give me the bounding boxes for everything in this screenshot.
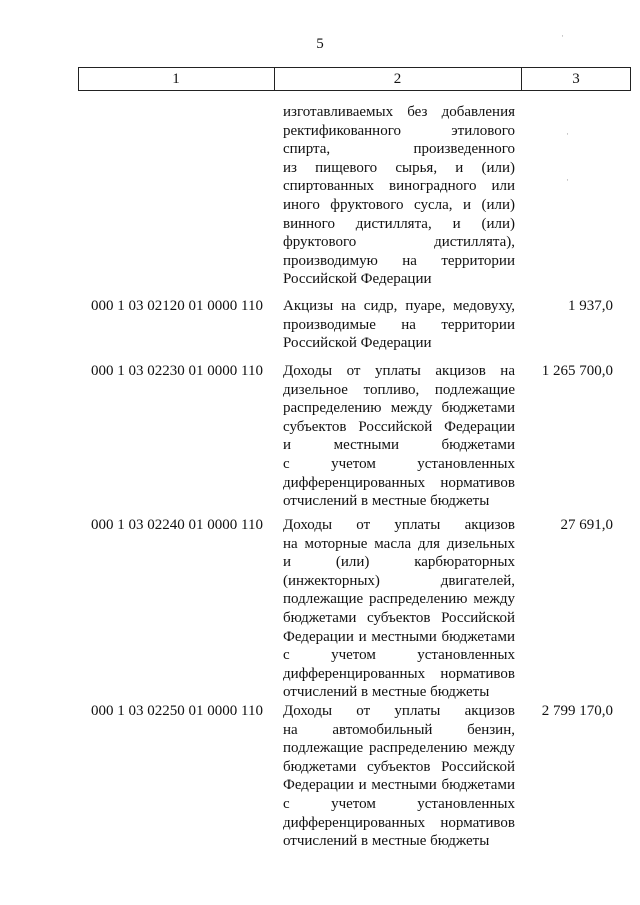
description-line: подлежащие распределению между xyxy=(283,740,515,757)
description-line: Акцизы на сидр, пуаре, медовуху, xyxy=(283,298,515,314)
amount-value: 27 691,0 xyxy=(560,517,613,533)
description-line: бюджетами субъектов Российской xyxy=(283,758,515,775)
budget-classification-code: 000 1 03 02120 01 0000 110 xyxy=(91,298,263,314)
description-line: и местными бюджетами xyxy=(283,437,515,454)
description-line: ректификованного этилового xyxy=(283,122,515,139)
table-header xyxy=(78,67,631,91)
description-line: иного фруктового сусла, и (или) xyxy=(283,196,515,213)
description-line: производимую на территории xyxy=(283,252,515,269)
description-line: отчислений в местные бюджеты xyxy=(283,493,490,510)
description-line: отчислений в местные бюджеты xyxy=(283,684,490,701)
description-line: Федерации и местными бюджетами xyxy=(283,777,515,794)
revenue-description xyxy=(283,362,515,511)
description-line: Российской Федерации xyxy=(283,335,432,352)
description-line: Российской Федерации xyxy=(283,271,432,288)
amount-value: 1 937,0 xyxy=(568,298,613,314)
description-line: с учетом установленных xyxy=(283,647,515,664)
description-line: дифференцированных нормативов xyxy=(283,814,515,831)
description-line: бюджетами субъектов Российской xyxy=(283,609,515,626)
header-col-1: 1 xyxy=(172,71,180,87)
description-line: дифференцированных нормативов xyxy=(283,665,515,682)
description-line: Доходы от уплаты акцизов xyxy=(283,703,515,719)
description-line: с учетом установленных xyxy=(283,455,515,472)
scan-speck: · xyxy=(566,175,569,185)
description-line: распределению между бюджетами xyxy=(283,400,515,417)
description-line: на автомобильный бензин, xyxy=(283,721,515,738)
page-number: 5 xyxy=(316,36,324,52)
description-line: дизельное топливо, подлежащие xyxy=(283,381,515,398)
description-line: субъектов Российской Федерации xyxy=(283,418,515,435)
description-line: на моторные масла для дизельных xyxy=(283,535,515,552)
description-line: подлежащие распределению между xyxy=(283,591,515,608)
description-line: спиртованных виноградного или xyxy=(283,178,515,195)
description-line: фруктового дистиллята), xyxy=(283,234,515,251)
revenue-description xyxy=(283,297,515,353)
header-col-3: 3 xyxy=(572,71,580,87)
revenue-description xyxy=(283,103,515,289)
revenue-description xyxy=(283,516,515,702)
description-line: изготавливаемых без добавления xyxy=(283,104,515,120)
scan-speck: · xyxy=(561,31,564,41)
budget-classification-code: 000 1 03 02230 01 0000 110 xyxy=(91,363,263,379)
description-line: из пищевого сырья, и (или) xyxy=(283,159,515,176)
budget-classification-code: 000 1 03 02250 01 0000 110 xyxy=(91,703,263,719)
description-line: винного дистиллята, и (или) xyxy=(283,215,515,232)
revenue-description xyxy=(283,702,515,851)
description-line: (инжекторных) двигателей, xyxy=(283,572,515,589)
description-line: с учетом установленных xyxy=(283,795,515,812)
description-line: Доходы от уплаты акцизов xyxy=(283,517,515,533)
description-line: спирта, произведенного xyxy=(283,141,515,158)
description-line: дифференцированных нормативов xyxy=(283,474,515,491)
header-col-2: 2 xyxy=(393,71,402,87)
description-line: Федерации и местными бюджетами xyxy=(283,628,515,645)
amount-value: 2 799 170,0 xyxy=(541,703,613,719)
description-line: Доходы от уплаты акцизов на xyxy=(283,363,515,379)
description-line: и (или) карбюраторных xyxy=(283,554,515,571)
description-line: производимые на территории xyxy=(283,316,515,333)
description-line: отчислений в местные бюджеты xyxy=(283,833,490,850)
scan-speck: · xyxy=(566,129,569,139)
budget-classification-code: 000 1 03 02240 01 0000 110 xyxy=(91,517,263,533)
amount-value: 1 265 700,0 xyxy=(541,363,613,379)
